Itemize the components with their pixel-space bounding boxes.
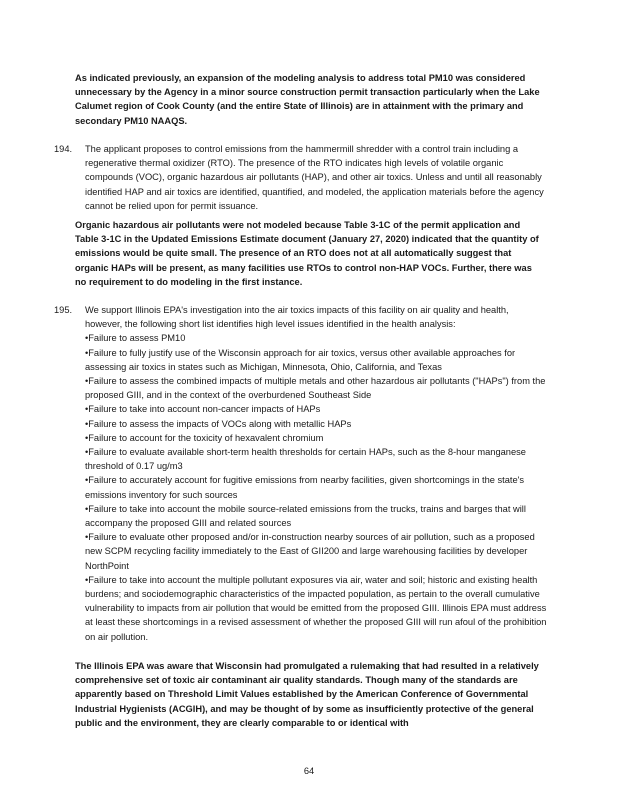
list-item: •Failure to fully justify use of the Wisconsin approach for air toxics, versus other available approaches for assessing air toxics in states such as Michigan, Minnesota, Ohio, California, and Texas <box>85 347 516 372</box>
item-194-number: 194. <box>54 144 73 154</box>
item-195-comment <box>85 303 547 644</box>
item-195-intro: We support Illinois EPA's investigation into the air toxics impacts of this facility on air quality and health, however, the following short list identifies high level issues identified in the health analysis: <box>85 305 509 330</box>
list-item: •Failure to take into account non-cancer impacts of HAPs <box>85 404 321 415</box>
list-item: •Failure to accurately account for fugitive emissions from nearby facilities, given shortcomings in the state's emissions inventory for such sources <box>85 475 525 500</box>
list-item: •Failure to assess the impacts of VOCs along with metallic HAPs <box>85 418 352 429</box>
item-194-response: Organic hazardous air pollutants were not modeled because Table 3-1C of the permit application and Table 3-1C in the Updated Emissions Estimate document (January 27, 2020) indicated that the quantity of emissions would be quite small. The presence of an RTO does not at all automatically suggest that organic HAPs will be present, as many facilities use RTOs to control non-HAP VOCs. Further, there was no requirement to do modeling in the first instance. <box>75 220 539 287</box>
item-195-number: 195. <box>54 305 73 315</box>
item-195-response: The Illinois EPA was aware that Wisconsin had promulgated a rulemaking that had resulted in a relatively comprehensive set of toxic air contaminant air quality standards. Though many of the standards are apparently based on Threshold Limit Values established by the American Conference of Governmental Industrial Hygienists (ACGIH), and may be thought of by some as insufficiently protective of the general public and the environment, they are clearly comparable to or identical with <box>75 661 539 728</box>
list-item: •Failure to account for the toxicity of hexavalent chromium <box>85 432 324 443</box>
list-item: •Failure to assess PM10 <box>85 333 186 344</box>
list-item: •Failure to take into account the mobile source-related emissions from the trucks, trains and barges that will accompany the proposed GIII and related sources <box>85 503 526 529</box>
list-item: •Failure to evaluate available short-term health thresholds for certain HAPs, such as the 8-hour manganese threshold of 0.17 ug/m3 <box>85 447 526 472</box>
list-item: •Failure to take into account the multiple pollutant exposures via air, water and soil; historic and existing health burdens; and sociodemographic characteristics of the impacted population, as pertain to the overall cumulative vulnerability to impacts from air pollution that would be emitted from the proposed GIII. Illinois EPA must address at least these shortcomings in a revised assessment of whether the proposed GIII will run afoul of the prohibition on air pollution. <box>85 574 547 642</box>
page-number: 64 <box>303 766 315 776</box>
list-item: •Failure to evaluate other proposed and/or in-construction nearby sources of air pollution, such as a proposed new SCPM recycling facility immediately to the East of GII200 and large warehousing facilities by developer NorthPoint <box>85 532 535 571</box>
intro-paragraph: As indicated previously, an expansion of the modeling analysis to address total PM10 was considered unnecessary by the Agency in a minor source construction permit transaction particularly when the Lake Calumet region of Cook County (and the entire State of Illinois) are in attainment with the primary and secondary PM10 NAAQS. <box>75 73 540 126</box>
item-194-comment: The applicant proposes to control emissions from the hammermill shredder with a control train including a regenerative thermal oxidizer (RTO). The presence of the RTO indicates high levels of volatile organic compounds (VOC), organic hazardous air pollutants (HAP), and other air toxics. Unless and until all reasonably identified HAP and air toxics are identified, quantified, and modeled, the application materials before the agency cannot be relied upon for permit issuance. <box>85 144 544 211</box>
list-item: •Failure to assess the combined impacts of multiple metals and other hazardous air pollutants ("HAPs") from the proposed GIII, and in the context of the overburdened Southeast Side <box>85 376 546 401</box>
